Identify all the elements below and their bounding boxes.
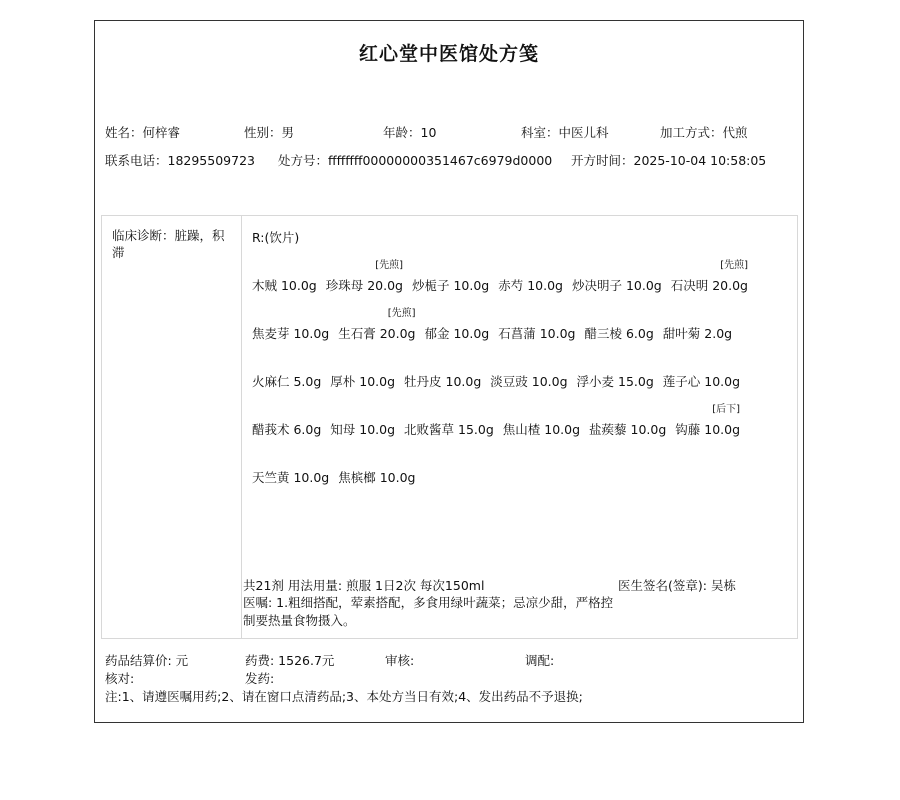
doctor-signature: 医生签名(签章): 吴栋 — [618, 578, 736, 593]
herb-item: 北败酱草 15.0g — [404, 422, 494, 437]
herb-item: 盐蒺藜 10.0g — [589, 422, 667, 437]
herb-item: 火麻仁 5.0g — [252, 374, 322, 389]
patient-gender: 性别：男 — [244, 125, 295, 140]
herb-item: 醋莪术 6.0g — [252, 422, 322, 437]
check-field: 核对: — [105, 671, 135, 686]
prescription-time: 开方时间：2025-10-04 10:58:05 — [571, 153, 767, 168]
herb-item: 炒决明子 10.0g — [572, 278, 662, 293]
herb-item: 珍珠母 20.0g [先煎] — [326, 276, 403, 294]
usage-instructions: 共21剂 用法用量: 煎服 1日2次 每次150ml — [243, 578, 485, 593]
herb-item: 焦山楂 10.0g — [502, 422, 581, 437]
herb-row — [252, 260, 757, 294]
diagnosis-column — [102, 216, 242, 638]
herb-processing-note: [先煎] — [720, 260, 748, 271]
herb-item: 牡丹皮 10.0g — [404, 374, 482, 389]
settlement-price: 药品结算价: 元 — [105, 653, 189, 668]
herb-row — [252, 372, 749, 390]
prescription-number: 处方号：ffffffff00000000351467c6979d0000 — [278, 153, 553, 168]
document-title: 红心堂中医馆处方笺 — [358, 43, 539, 65]
herb-row — [252, 308, 741, 342]
herb-row — [252, 404, 749, 438]
herb-item: 醋三棱 6.0g — [584, 326, 654, 341]
processing-method: 加工方式：代煎 — [660, 125, 748, 140]
herb-item: 莲子心 10.0g — [662, 374, 741, 389]
prescription-sheet — [94, 20, 804, 723]
herb-item: 甜叶菊 2.0g — [662, 326, 733, 341]
issue-field: 发药: — [245, 671, 275, 686]
herb-item: 木贼 10.0g — [252, 278, 317, 293]
dispense-field: 调配: — [525, 653, 555, 668]
herb-item: 知母 10.0g — [330, 422, 396, 437]
herb-processing-note: [先煎] — [375, 260, 403, 271]
herb-item: 石决明 20.0g [先煎] — [671, 276, 748, 294]
herb-item: 焦麦芽 10.0g — [252, 326, 330, 341]
footer-notice: 注:1、请遵医嘱用药;2、请在窗口点清药品;3、本处方当日有效;4、发出药品不予退换; — [105, 689, 583, 704]
medical-advice: 医嘱: 1.粗细搭配，荤素搭配，多食用绿叶蔬菜；忌凉少甜，严格控制要热量食物摄入。 — [243, 595, 614, 628]
herb-item: 厚朴 10.0g — [330, 374, 396, 389]
prescription-box — [101, 215, 798, 639]
clinical-diagnosis: 临床诊断：脏躁，积滞 — [112, 228, 225, 260]
review-field: 审核: — [385, 653, 415, 668]
prescription-area — [243, 216, 797, 638]
herb-item: 淡豆豉 10.0g — [490, 374, 568, 389]
herb-item: 石菖蒲 10.0g — [498, 326, 576, 341]
patient-name: 姓名：何梓睿 — [105, 125, 181, 140]
patient-age: 年龄：10 — [383, 125, 437, 140]
herb-row — [252, 468, 425, 486]
herb-item: 郁金 10.0g — [424, 326, 490, 341]
rx-label: R:(饮片) — [252, 230, 300, 245]
herb-item: 天竺黄 10.0g — [252, 470, 330, 485]
herb-item: 赤芍 10.0g — [498, 278, 563, 293]
herb-item: 生石膏 20.0g [先煎] — [338, 324, 415, 342]
herb-item: 焦槟榔 10.0g — [338, 470, 416, 485]
drug-fee: 药费: 1526.7元 — [245, 653, 335, 668]
herb-processing-note: [先煎] — [387, 308, 416, 319]
herb-processing-note: [后下] — [712, 404, 741, 415]
herb-item: 浮小麦 15.0g — [576, 374, 654, 389]
herb-item: 钩藤 10.0g [后下] — [675, 420, 740, 438]
contact-phone: 联系电话：18295509723 — [105, 153, 255, 168]
herb-item: 炒栀子 10.0g — [412, 278, 490, 293]
department: 科室：中医儿科 — [521, 125, 609, 140]
